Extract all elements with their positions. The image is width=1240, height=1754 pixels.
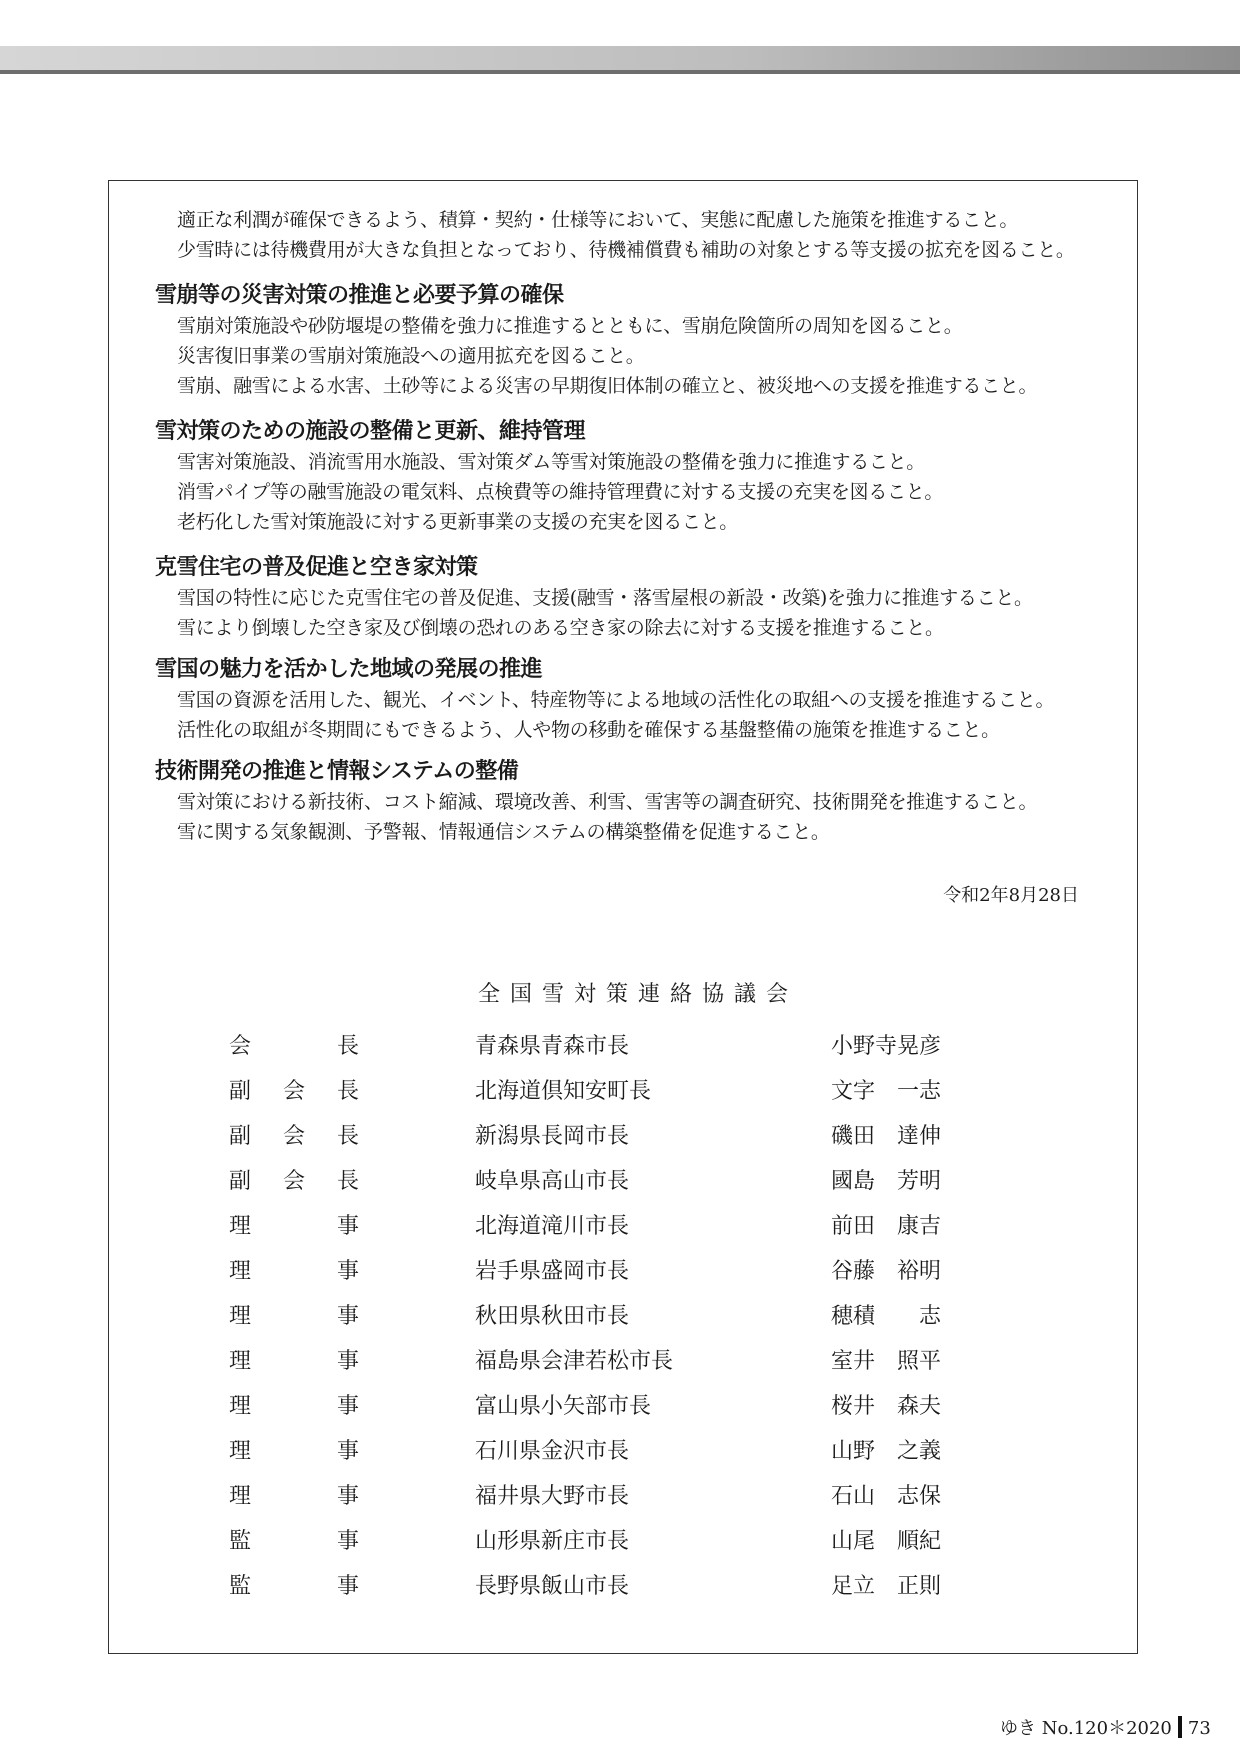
member-name: 谷藤 裕明: [831, 1259, 942, 1284]
member-name: 前田 康吉: [831, 1214, 942, 1239]
member-row: [109, 1027, 1137, 1072]
section-heading: 克雪住宅の普及促進と空き家対策: [155, 555, 478, 580]
member-role: 理事: [229, 1394, 359, 1419]
member-role: 副会長: [229, 1124, 359, 1149]
footer-divider: [1178, 1716, 1182, 1738]
page-number: 73: [1187, 1718, 1211, 1739]
member-row: [109, 1387, 1137, 1432]
section-item: 消雪パイプ等の融雪施設の電気料、点検費等の維持管理費に対する支援の充実を図ること。: [177, 481, 944, 503]
member-role: 理事: [229, 1304, 359, 1329]
member-role: 監事: [229, 1529, 359, 1554]
member-office: 長野県飯山市長: [475, 1574, 630, 1599]
member-name: 山野 之義: [831, 1439, 942, 1464]
member-list: [109, 1027, 1137, 1612]
member-office: 福島県会津若松市長: [475, 1349, 674, 1374]
publication-label: ゆき No.120＊2020: [1000, 1718, 1172, 1739]
member-row: [109, 1207, 1137, 1252]
section-item: 雪崩、融雪による水害、土砂等による災害の早期復旧体制の確立と、被災地への支援を推進すること。: [177, 375, 1038, 397]
organization-name: 全国雪対策連絡協議会: [477, 982, 798, 1007]
member-name: 石山 志保: [831, 1484, 942, 1509]
section-item: 雪害対策施設、消流雪用水施設、雪対策ダム等雪対策施設の整備を強力に推進すること。: [177, 451, 926, 473]
member-row: [109, 1252, 1137, 1297]
member-office: 新潟県長岡市長: [475, 1124, 630, 1149]
member-office: 青森県青森市長: [475, 1034, 630, 1059]
member-office: 福井県大野市長: [475, 1484, 630, 1509]
member-office: 岩手県盛岡市長: [475, 1259, 630, 1284]
member-name: 文字 一志: [831, 1079, 942, 1104]
member-role: 理事: [229, 1439, 359, 1464]
section-item: 雪崩対策施設や砂防堰堤の整備を強力に推進するとともに、雪崩危険箇所の周知を図ること。: [177, 315, 963, 337]
member-row: [109, 1477, 1137, 1522]
member-name: 室井 照平: [831, 1349, 942, 1374]
section-item: 活性化の取組が冬期間にもできるよう、人や物の移動を確保する基盤整備の施策を推進すること。: [177, 719, 1000, 741]
member-role: 会長: [229, 1034, 359, 1059]
member-office: 北海道倶知安町長: [475, 1079, 652, 1104]
member-name: 足立 正則: [831, 1574, 942, 1599]
member-office: 石川県金沢市長: [475, 1439, 630, 1464]
section-heading: 雪崩等の災害対策の推進と必要予算の確保: [155, 283, 564, 308]
member-name: 磯田 達伸: [831, 1124, 942, 1149]
section-item: 雪国の特性に応じた克雪住宅の普及促進、支援(融雪・落雪屋根の新設・改築)を強力に推進すること。: [177, 587, 1033, 609]
section-item: 雪国の資源を活用した、観光、イベント、特産物等による地域の活性化の取組への支援を推進すること。: [177, 689, 1055, 711]
section: [109, 417, 1137, 537]
member-name: 穂積 志: [831, 1304, 942, 1329]
section: [109, 553, 1137, 643]
member-name: 山尾 順紀: [831, 1529, 942, 1554]
member-row: [109, 1117, 1137, 1162]
resolution-date: 令和2年8月28日: [943, 885, 1079, 906]
member-row: [109, 1297, 1137, 1342]
member-name: 國島 芳明: [831, 1169, 942, 1194]
member-row: [109, 1432, 1137, 1477]
intro-block: [109, 205, 1137, 265]
member-row: [109, 1072, 1137, 1117]
member-role: 監事: [229, 1574, 359, 1599]
resolution-box: [108, 180, 1138, 1654]
member-role: 副会長: [229, 1169, 359, 1194]
member-office: 秋田県秋田市長: [475, 1304, 630, 1329]
section-item: 雪に関する気象観測、予警報、情報通信システムの構築整備を促進すること。: [177, 821, 830, 843]
section-item: 災害復旧事業の雪崩対策施設への適用拡充を図ること。: [177, 345, 645, 367]
section-item: 雪対策における新技術、コスト縮減、環境改善、利雪、雪害等の調査研究、技術開発を推進すること。: [177, 791, 1038, 813]
member-row: [109, 1162, 1137, 1207]
member-name: 桜井 森夫: [831, 1394, 942, 1419]
member-role: 理事: [229, 1259, 359, 1284]
section-heading: 技術開発の推進と情報システムの整備: [155, 759, 519, 784]
member-office: 岐阜県高山市長: [475, 1169, 630, 1194]
member-name: 小野寺晃彦: [831, 1034, 942, 1059]
section-item: 老朽化した雪対策施設に対する更新事業の支援の充実を図ること。: [177, 511, 739, 533]
section-item: 雪により倒壊した空き家及び倒壊の恐れのある空き家の除去に対する支援を推進すること。: [177, 617, 944, 639]
page-footer: [1000, 1714, 1211, 1740]
member-office: 山形県新庄市長: [475, 1529, 630, 1554]
section-heading: 雪対策のための施設の整備と更新、維持管理: [155, 419, 586, 444]
member-role: 理事: [229, 1214, 359, 1239]
member-row: [109, 1567, 1137, 1612]
intro-line: 適正な利潤が確保できるよう、積算・契約・仕様等において、実態に配慮した施策を推進すること。: [177, 209, 1019, 231]
member-office: 富山県小矢部市長: [475, 1394, 652, 1419]
member-role: 理事: [229, 1484, 359, 1509]
member-role: 理事: [229, 1349, 359, 1374]
header-bar: [0, 46, 1240, 70]
section: [109, 281, 1137, 401]
member-office: 北海道滝川市長: [475, 1214, 630, 1239]
member-row: [109, 1342, 1137, 1387]
member-role: 副会長: [229, 1079, 359, 1104]
section-heading: 雪国の魅力を活かした地域の発展の推進: [155, 657, 543, 682]
member-row: [109, 1522, 1137, 1567]
intro-line: 少雪時には待機費用が大きな負担となっており、待機補償費も補助の対象とする等支援の拡充を図ること。: [177, 239, 1075, 261]
section: [109, 655, 1137, 745]
section: [109, 757, 1137, 847]
